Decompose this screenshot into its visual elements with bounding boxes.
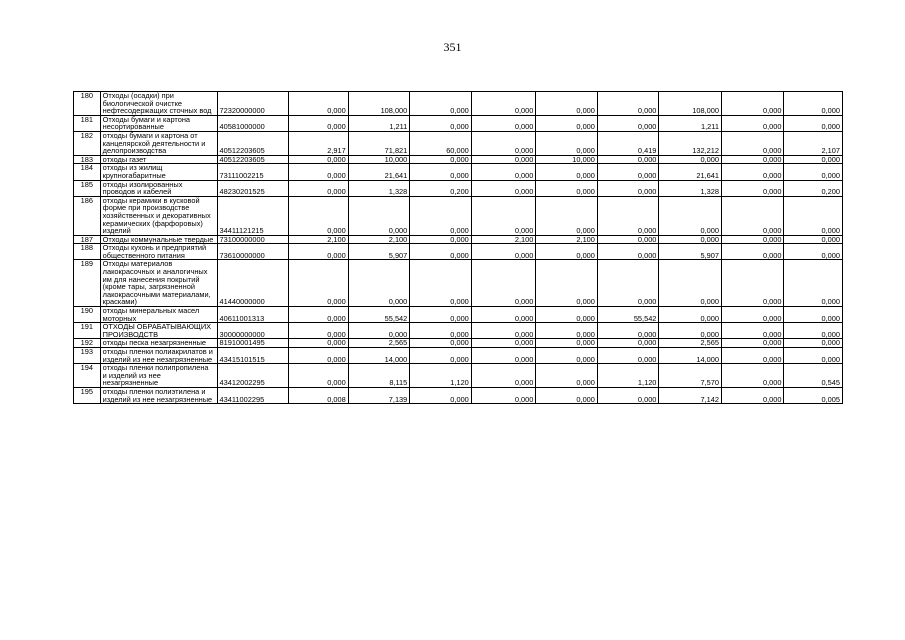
value-cell: 0,000 — [784, 155, 843, 164]
row-number: 190 — [74, 307, 101, 323]
table-row — [74, 387, 843, 403]
value-cell: 2,100 — [348, 235, 410, 244]
value-cell: 0,000 — [784, 115, 843, 131]
value-cell: 0,005 — [784, 387, 843, 403]
value-cell: 0,000 — [536, 92, 598, 116]
table-row — [74, 235, 843, 244]
value-cell: 0,000 — [721, 131, 784, 155]
value-cell: 0,000 — [784, 235, 843, 244]
waste-name: отходы минеральных масел моторных — [100, 307, 217, 323]
value-cell: 0,000 — [289, 92, 348, 116]
waste-code: 48230201525 — [217, 180, 289, 196]
row-number: 192 — [74, 339, 101, 348]
value-cell: 7,570 — [659, 364, 722, 388]
row-number: 189 — [74, 260, 101, 307]
value-cell: 55,542 — [348, 307, 410, 323]
waste-code: 43415101515 — [217, 348, 289, 364]
table-row — [74, 180, 843, 196]
waste-name: отходы пленки полиэтилена и изделий из нее незагрязненные — [100, 387, 217, 403]
value-cell: 0,000 — [536, 164, 598, 180]
table-row — [74, 348, 843, 364]
value-cell: 55,542 — [597, 307, 659, 323]
value-cell: 0,000 — [721, 115, 784, 131]
waste-code: 40512203605 — [217, 131, 289, 155]
waste-code: 43411002295 — [217, 387, 289, 403]
waste-code: 73610000000 — [217, 244, 289, 260]
value-cell: 0,000 — [289, 348, 348, 364]
table-row — [74, 92, 843, 116]
table-row — [74, 131, 843, 155]
waste-name: Отходы кухонь и предприятий общественного питания — [100, 244, 217, 260]
row-number: 182 — [74, 131, 101, 155]
row-number: 183 — [74, 155, 101, 164]
row-number: 184 — [74, 164, 101, 180]
value-cell: 0,000 — [289, 180, 348, 196]
value-cell: 0,000 — [721, 196, 784, 235]
table-row — [74, 155, 843, 164]
value-cell: 0,000 — [471, 339, 536, 348]
value-cell: 2,100 — [471, 235, 536, 244]
value-cell: 0,000 — [410, 323, 472, 339]
value-cell: 0,000 — [289, 260, 348, 307]
waste-name: отходы изолированных проводов и кабелей — [100, 180, 217, 196]
value-cell: 1,120 — [410, 364, 472, 388]
value-cell: 0,545 — [784, 364, 843, 388]
waste-code: 41440000000 — [217, 260, 289, 307]
value-cell: 0,000 — [597, 323, 659, 339]
value-cell: 0,000 — [721, 155, 784, 164]
value-cell: 0,000 — [410, 155, 472, 164]
waste-name: отходы бумаги и картона от канцелярской деятельности и делопроизводства — [100, 131, 217, 155]
table-row — [74, 364, 843, 388]
waste-name: отходы из жилищ крупногабаритные — [100, 164, 217, 180]
row-number: 194 — [74, 364, 101, 388]
value-cell: 0,000 — [471, 180, 536, 196]
value-cell: 1,328 — [659, 180, 722, 196]
value-cell: 0,000 — [536, 131, 598, 155]
value-cell: 0,000 — [471, 260, 536, 307]
value-cell: 0,200 — [784, 180, 843, 196]
value-cell: 0,000 — [784, 339, 843, 348]
waste-name: отходы песка незагрязненные — [100, 339, 217, 348]
value-cell: 1,120 — [597, 364, 659, 388]
value-cell: 0,000 — [721, 339, 784, 348]
value-cell: 5,907 — [659, 244, 722, 260]
value-cell: 0,000 — [410, 196, 472, 235]
value-cell: 0,000 — [659, 260, 722, 307]
value-cell: 0,000 — [721, 164, 784, 180]
waste-name: Отходы материалов лакокрасочных и аналогичных им для нанесения покрытий (кроме тары, загрязненной лакокрасочными материалами, красками) — [100, 260, 217, 307]
value-cell: 14,000 — [348, 348, 410, 364]
value-cell: 0,000 — [597, 92, 659, 116]
table-row — [74, 339, 843, 348]
value-cell: 0,000 — [471, 196, 536, 235]
value-cell: 0,000 — [597, 260, 659, 307]
value-cell: 0,000 — [659, 196, 722, 235]
value-cell: 0,000 — [784, 323, 843, 339]
row-number: 195 — [74, 387, 101, 403]
value-cell: 0,000 — [289, 307, 348, 323]
value-cell: 0,000 — [597, 339, 659, 348]
waste-name: Отходы (осадки) при биологической очистке нефтесодержащих сточных вод — [100, 92, 217, 116]
value-cell: 0,419 — [597, 131, 659, 155]
waste-name: отходы керамики в кусковой форме при производстве хозяйственных и декоративных керамических (фарфоровых) изделий — [100, 196, 217, 235]
row-number: 191 — [74, 323, 101, 339]
value-cell: 0,000 — [410, 307, 472, 323]
waste-code: 73100000000 — [217, 235, 289, 244]
value-cell: 0,000 — [784, 196, 843, 235]
value-cell: 0,000 — [410, 115, 472, 131]
value-cell: 1,328 — [348, 180, 410, 196]
value-cell: 0,000 — [536, 348, 598, 364]
value-cell: 0,008 — [289, 387, 348, 403]
value-cell: 0,000 — [348, 196, 410, 235]
value-cell: 0,000 — [597, 348, 659, 364]
value-cell: 21,641 — [348, 164, 410, 180]
value-cell: 14,000 — [659, 348, 722, 364]
value-cell: 0,000 — [410, 260, 472, 307]
value-cell: 0,000 — [659, 155, 722, 164]
waste-code: 81910001495 — [217, 339, 289, 348]
value-cell: 0,000 — [784, 348, 843, 364]
value-cell: 5,907 — [348, 244, 410, 260]
waste-code: 43412002295 — [217, 364, 289, 388]
value-cell: 0,000 — [721, 92, 784, 116]
waste-code: 34411121215 — [217, 196, 289, 235]
value-cell: 0,000 — [289, 164, 348, 180]
waste-code: 40512203605 — [217, 155, 289, 164]
value-cell: 0,000 — [659, 323, 722, 339]
value-cell: 0,000 — [597, 235, 659, 244]
value-cell: 0,000 — [410, 92, 472, 116]
value-cell: 0,000 — [410, 244, 472, 260]
value-cell: 0,000 — [597, 244, 659, 260]
value-cell: 1,211 — [659, 115, 722, 131]
value-cell: 0,000 — [289, 196, 348, 235]
value-cell: 0,000 — [536, 339, 598, 348]
value-cell: 10,000 — [348, 155, 410, 164]
value-cell: 0,000 — [536, 244, 598, 260]
value-cell: 60,000 — [410, 131, 472, 155]
waste-name: отходы пленки полиакрилатов и изделий из нее незагрязненные — [100, 348, 217, 364]
value-cell: 0,000 — [471, 323, 536, 339]
value-cell: 0,000 — [784, 260, 843, 307]
value-cell: 0,000 — [784, 92, 843, 116]
value-cell: 0,000 — [536, 115, 598, 131]
value-cell: 2,107 — [784, 131, 843, 155]
value-cell: 0,000 — [348, 260, 410, 307]
row-number: 187 — [74, 235, 101, 244]
waste-name: отходы газет — [100, 155, 217, 164]
value-cell: 2,917 — [289, 131, 348, 155]
value-cell: 2,100 — [289, 235, 348, 244]
value-cell: 0,000 — [721, 244, 784, 260]
row-number: 193 — [74, 348, 101, 364]
value-cell: 7,142 — [659, 387, 722, 403]
table-row — [74, 244, 843, 260]
value-cell: 0,000 — [784, 307, 843, 323]
value-cell: 2,100 — [536, 235, 598, 244]
value-cell: 0,000 — [597, 180, 659, 196]
row-number: 188 — [74, 244, 101, 260]
value-cell: 21,641 — [659, 164, 722, 180]
value-cell: 8,115 — [348, 364, 410, 388]
row-number: 180 — [74, 92, 101, 116]
value-cell: 0,000 — [289, 115, 348, 131]
value-cell: 0,000 — [471, 115, 536, 131]
value-cell: 0,000 — [289, 339, 348, 348]
value-cell: 0,000 — [536, 196, 598, 235]
value-cell: 0,000 — [471, 244, 536, 260]
waste-table — [73, 91, 843, 404]
table-row — [74, 307, 843, 323]
value-cell: 108,000 — [659, 92, 722, 116]
value-cell: 0,000 — [597, 196, 659, 235]
waste-name: Отходы коммунальные твердые — [100, 235, 217, 244]
value-cell: 0,000 — [471, 364, 536, 388]
waste-code: 30000000000 — [217, 323, 289, 339]
value-cell: 0,000 — [471, 92, 536, 116]
table-row — [74, 115, 843, 131]
value-cell: 0,000 — [597, 115, 659, 131]
value-cell: 0,000 — [289, 323, 348, 339]
value-cell: 0,000 — [348, 323, 410, 339]
value-cell: 10,000 — [536, 155, 598, 164]
value-cell: 0,000 — [536, 323, 598, 339]
page-number: 351 — [443, 40, 462, 54]
value-cell: 7,139 — [348, 387, 410, 403]
row-number: 186 — [74, 196, 101, 235]
value-cell: 0,000 — [471, 348, 536, 364]
waste-code: 72320000000 — [217, 92, 289, 116]
row-number: 185 — [74, 180, 101, 196]
value-cell: 0,000 — [536, 364, 598, 388]
value-cell: 132,212 — [659, 131, 722, 155]
value-cell: 0,000 — [721, 260, 784, 307]
value-cell: 0,000 — [721, 307, 784, 323]
value-cell: 0,000 — [536, 307, 598, 323]
value-cell: 0,000 — [721, 180, 784, 196]
table-row — [74, 323, 843, 339]
table-row — [74, 164, 843, 180]
table-body — [74, 92, 843, 404]
value-cell: 0,000 — [721, 387, 784, 403]
value-cell: 0,000 — [471, 387, 536, 403]
waste-name: отходы пленки полипропилена и изделий из нее незагрязненные — [100, 364, 217, 388]
value-cell: 0,000 — [536, 387, 598, 403]
waste-name: Отходы бумаги и картона несортированные — [100, 115, 217, 131]
table-row — [74, 260, 843, 307]
value-cell: 0,000 — [410, 235, 472, 244]
row-number: 181 — [74, 115, 101, 131]
waste-code: 40611001313 — [217, 307, 289, 323]
waste-code: 40581000000 — [217, 115, 289, 131]
value-cell: 0,000 — [536, 180, 598, 196]
value-cell: 0,000 — [410, 387, 472, 403]
value-cell: 0,000 — [471, 131, 536, 155]
value-cell: 108,000 — [348, 92, 410, 116]
value-cell: 0,000 — [721, 364, 784, 388]
value-cell: 0,000 — [471, 164, 536, 180]
waste-name: ОТХОДЫ ОБРАБАТЫВАЮЩИХ ПРОИЗВОДСТВ — [100, 323, 217, 339]
value-cell: 0,000 — [410, 339, 472, 348]
value-cell: 0,000 — [721, 348, 784, 364]
value-cell: 0,000 — [471, 155, 536, 164]
value-cell: 2,565 — [348, 339, 410, 348]
value-cell: 0,000 — [784, 244, 843, 260]
value-cell: 2,565 — [659, 339, 722, 348]
value-cell: 0,000 — [721, 323, 784, 339]
waste-code: 73111002215 — [217, 164, 289, 180]
value-cell: 71,821 — [348, 131, 410, 155]
value-cell: 0,000 — [597, 155, 659, 164]
value-cell: 0,000 — [597, 387, 659, 403]
value-cell: 0,000 — [410, 164, 472, 180]
value-cell: 0,000 — [784, 164, 843, 180]
value-cell: 0,000 — [289, 244, 348, 260]
value-cell: 0,000 — [659, 307, 722, 323]
table-row — [74, 196, 843, 235]
value-cell: 0,200 — [410, 180, 472, 196]
value-cell: 0,000 — [289, 364, 348, 388]
value-cell: 0,000 — [536, 260, 598, 307]
value-cell: 1,211 — [348, 115, 410, 131]
value-cell: 0,000 — [471, 307, 536, 323]
value-cell: 0,000 — [410, 348, 472, 364]
value-cell: 0,000 — [597, 164, 659, 180]
value-cell: 0,000 — [659, 235, 722, 244]
value-cell: 0,000 — [289, 155, 348, 164]
value-cell: 0,000 — [721, 235, 784, 244]
